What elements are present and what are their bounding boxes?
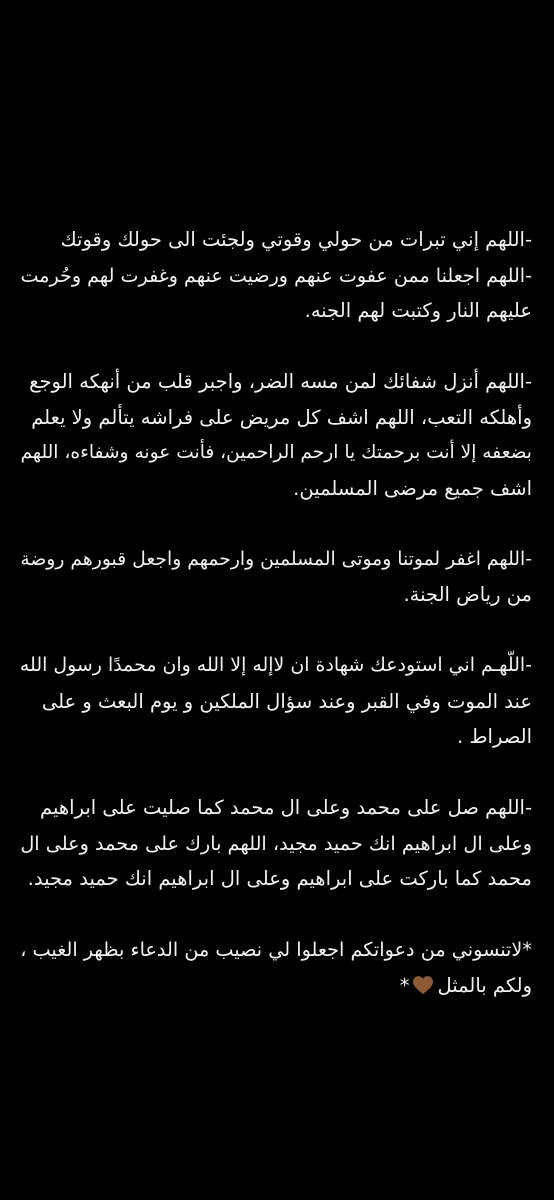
note-line: عند الموت وفي القبر وعند سؤال الملكين و يوم البعث و على	[41, 689, 532, 713]
note-paragraph	[20, 648, 532, 755]
note-line: -اللهم اجعلنا ممن عفوت عنهم ورضيت عنهم وغفرت لهم وحُرمت	[20, 263, 532, 287]
note-line: بضعفه إلا أنت برحمتك يا ارحم الراحمين، فأنت عونه وشفاءه، اللهم	[20, 442, 532, 463]
note-line: اشف جميع مرضى المسلمين.	[293, 476, 532, 500]
note-line: وأهلكه التعب، اللهم اشف كل مريض على فراشه يتألم ولا يعلم	[31, 405, 532, 429]
note-line: وعلى ال ابراهيم انك حميد مجيد، اللهم بارك على محمد وعلى ال	[20, 831, 532, 855]
note-line: *لاتنسوني من دعواتكم اجعلوا لي نصيب من الدعاء بظهر الغيب ،	[20, 938, 532, 961]
note-line: محمد كما باركت على ابراهيم وعلى ال ابراهيم انك حميد مجيد.	[27, 867, 532, 890]
note-paragraph	[20, 222, 532, 329]
note-closing-line	[20, 968, 532, 1004]
note-line: -اللهم اغفر لموتنا وموتى المسلمين وارحمهم واجعل قبورهم روضة	[20, 548, 532, 570]
note-line: -اللهم إني تبرات من حولي وقوتي ولجئت الى حولك وقوتك	[60, 228, 532, 251]
note-line: من رياض الجنة.	[403, 583, 532, 606]
note-paragraph	[20, 542, 532, 613]
note-paragraph	[20, 364, 532, 506]
note-text	[0, 222, 554, 1039]
note-paragraph	[20, 790, 532, 897]
note-line: الصراط .	[457, 725, 532, 748]
brown-heart-icon	[412, 971, 434, 991]
note-line: -اللهم صل على محمد وعلى ال محمد كما صليت على ابراهيم	[40, 796, 532, 819]
note-paragraph	[20, 932, 532, 1003]
note-line: عليهم النار وكتبت لهم الجنه.	[304, 299, 532, 322]
closing-text: ولكم بالمثل	[437, 973, 532, 997]
note-line: -اللهم أنزل شفائك لمن مسه الضر، واجبر قلب من أنهكه الوجع	[29, 370, 532, 393]
note-line: -اللّهـم اني استودعك شهادة ان لاإله إلا الله وان محمدًا رسول الله	[19, 654, 532, 676]
closing-asterisk: *	[399, 973, 410, 997]
